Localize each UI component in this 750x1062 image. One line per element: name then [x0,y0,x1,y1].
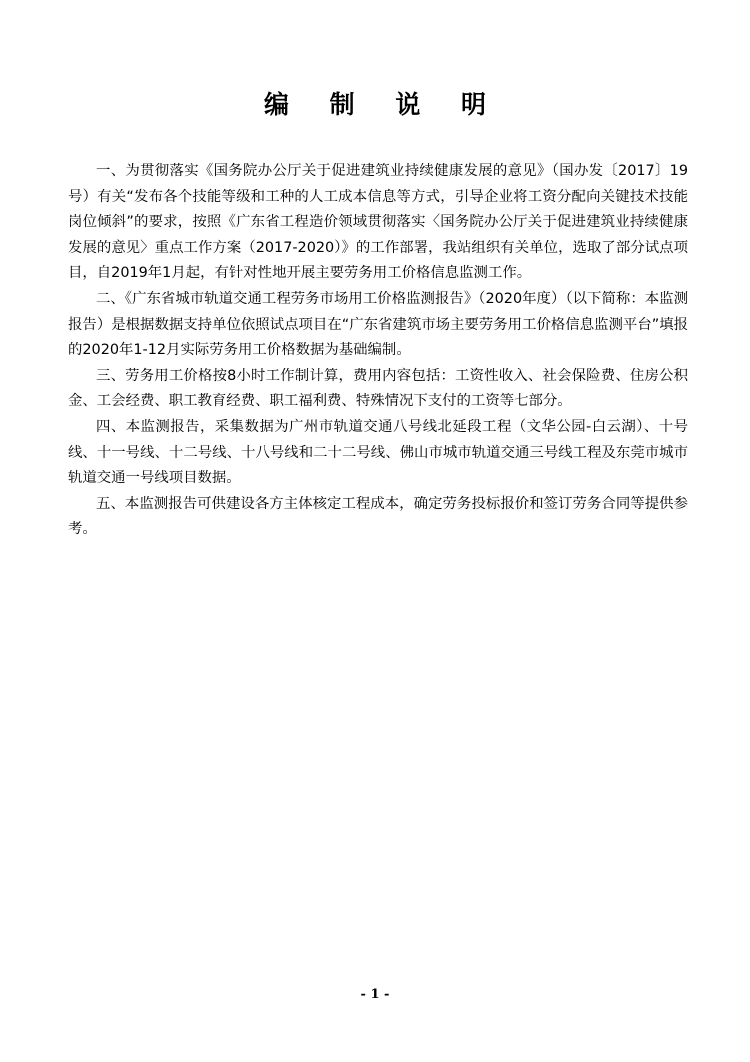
document-body [68,159,688,543]
paragraph-2: 二、《广东省城市轨道交通工程劳务市场用工价格监测报告》（2020年度）（以下简称：本监测报告）是根据数据支持单位依照试点项目在“广东省建筑市场主要劳务用工价格信息监测平台”填报的2020年1-12月实际劳务用工价格数据为基础编制。 [68,290,688,359]
page-number: - 1 - [360,987,390,1002]
paragraph-5: 五、本监测报告可供建设各方主体核定工程成本，确定劳务投标报价和签订劳务合同等提供参考。 [68,495,688,538]
paragraph-3: 三、劳务用工价格按8小时工作制计算，费用内容包括：工资性收入、社会保险费、住房公积金、工会经费、职工教育经费、职工福利费、特殊情况下支付的工资等七部分。 [68,367,688,410]
paragraph-4: 四、本监测报告，采集数据为广州市轨道交通八号线北延段工程（文华公园-白云湖）、十号线、十一号线、十二号线、十八号线和二十二号线、佛山市城市轨道交通三号线工程及东莞市城市轨道交通一号线项目数据。 [68,418,688,487]
paragraph-1: 一、为贯彻落实《国务院办公厅关于促进建筑业持续健康发展的意见》（国办发〔2017〕19号）有关“发布各个技能等级和工种的人工成本信息等方式，引导企业将工资分配向关键技术技能岗位倾斜”的要求，按照《广东省工程造价领域贯彻落实〈国务院办公厅关于促进建筑业持续健康发展的意见〉重点工作方案（2017-2020）》的工作部署，我站组织有关单位，选取了部分试点项目，自2019年1月起，有针对性地开展主要劳务用工价格信息监测工作。 [68,163,688,282]
page-title: 编 制 说 明 [263,90,503,119]
